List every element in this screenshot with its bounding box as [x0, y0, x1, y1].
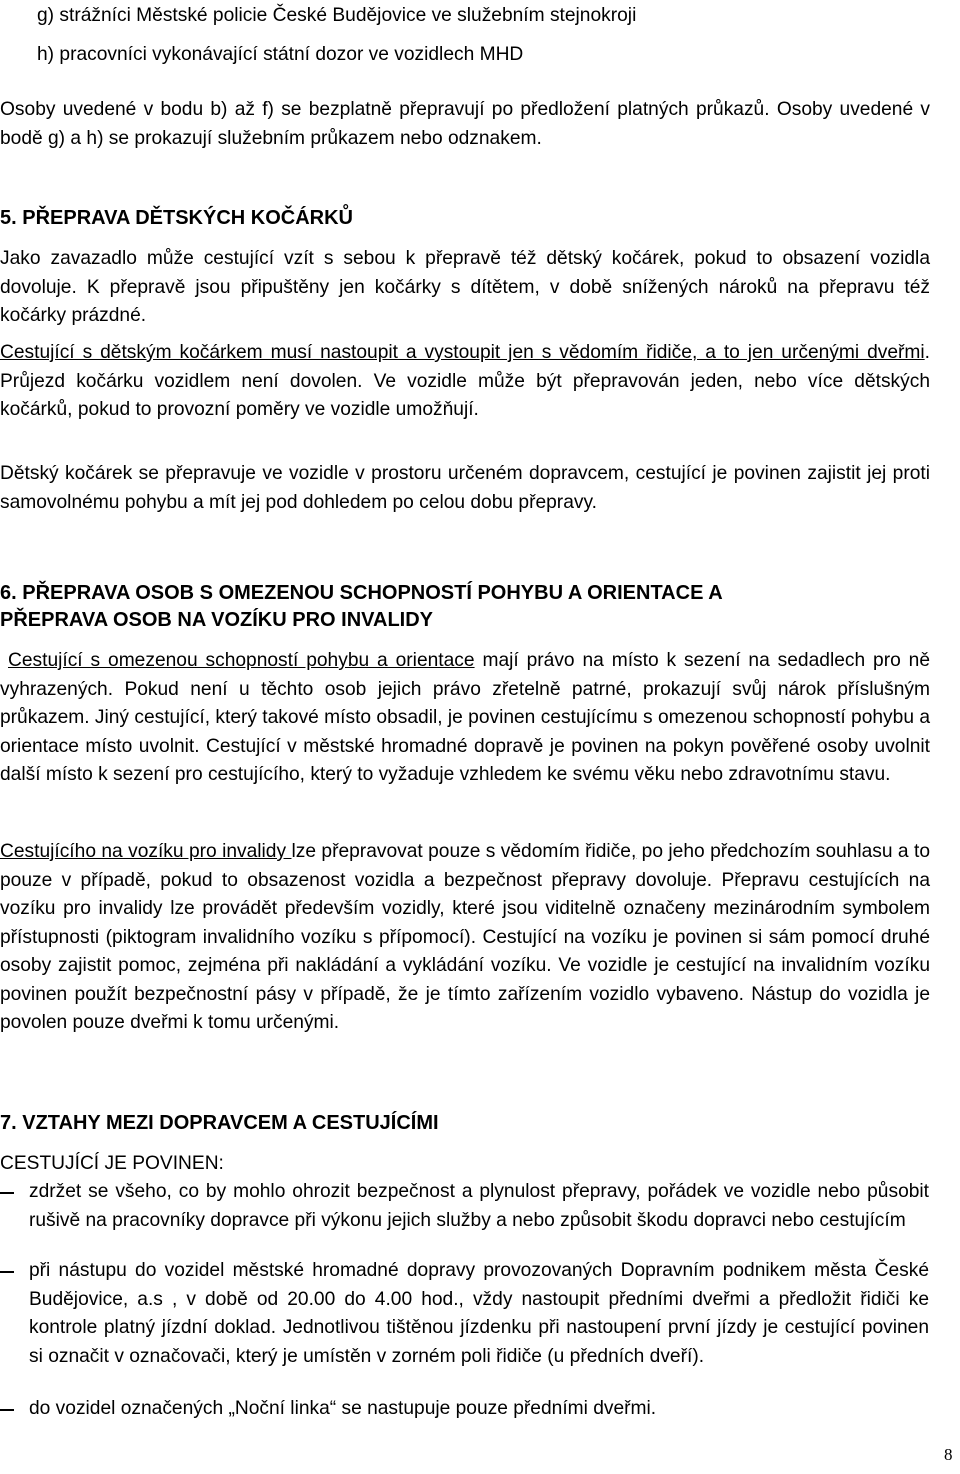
section-6-paragraph-2 [0, 838, 930, 1038]
underlined-comma: , [630, 841, 637, 862]
bullet-text: do vozidel označených „Noční linka“ se nastupuje pouze předními dveřmi. [29, 1398, 657, 1419]
bullet-text: zdržet se všeho, co by mohlo ohrozit bezpečnost a plynulost přepravy, pořádek ve vozidle nebo působit rušivě na pracovníky dopravce při výkonu jejich služby a nebo způsobit škodu dopravci nebo cestujícím [29, 1181, 929, 1231]
list-item-g: g) strážníci Městské policie České Budějovice ve služebním stejnokroji [37, 5, 637, 26]
list-item-h: h) pracovníci vykonávající státní dozor ve vozidlech MHD [37, 44, 524, 65]
section-5-paragraph-1: Jako zavazadlo může cestující vzít s sebou k přepravě též dětský kočárek, pokud to obsazení vozidla dovoluje. K přepravě jsou připuštěny jen kočárky s dítětem, v době snížených nároků na přepravu též kočárky prázdné. [0, 248, 930, 326]
section-6-heading-line-2: PŘEPRAVA OSOB NA VOZÍKU PRO INVALIDY [0, 609, 433, 631]
section-5-paragraph-2 [0, 339, 930, 425]
section-5-heading: 5. PŘEPRAVA DĚTSKÝCH KOČÁRKŮ [0, 207, 353, 229]
section-6-paragraph-1 [0, 647, 930, 790]
section-6-heading-line-1: 6. PŘEPRAVA OSOB S OMEZENOU SCHOPNOSTÍ POHYBU A ORIENTACE A [0, 582, 723, 604]
section-7-heading: 7. VZTAHY MEZI DOPRAVCEM A CESTUJÍCÍMI [0, 1112, 439, 1134]
section-5-paragraph-3: Dětský kočárek se přepravuje ve vozidle v prostoru určeném dopravcem, cestující je povinen zajistit jej proti samovolnému pohybu a mít jej pod dohledem po celou dobu přepravy. [0, 463, 930, 513]
paragraph-text: po jeho předchozím souhlasu a to pouze v případě, pokud to obsazenost vozidla a bezpečnost přepravy dovoluje. Přepravu cestujících na vozíku pro invalidy lze provádět především vozidly, které jsou viditelně označeny mezinárodním symbolem přístupnosti (piktogram invalidního vozíku s přípomocí). Cestující na vozíku je povinen si sám pomocí druhé osoby zajistit pomoc, zejména při nakládání a vykládání vozíku. Ve vozidle je cestující na invalidním vozíku povinen použít bezpečnostní pásy v případě, že je tímto zařízením vozidlo vybaveno. Nástup do vozidla je povolen pouze dveřmi k tomu určenými. [0, 841, 930, 1033]
paragraph-text: . Průjezd kočárku vozidlem není dovolen. Ve vozidle může být přepravován jeden, nebo více dětských kočárků, pokud to provozní poměry ve vozidle umožňují. [0, 342, 930, 420]
dash-bullet-icon [0, 1409, 14, 1411]
paragraph-text: lze přepravovat pouze s vědomím řidiče [291, 841, 631, 862]
dash-bullet-icon [0, 1192, 14, 1194]
dash-bullet-icon [0, 1271, 14, 1273]
paragraph-free-transport: Osoby uvedené v bodu b) až f) se bezplatně přepravují po předložení platných průkazů. Osoby uvedené v bodě g) a h) se prokazují služebním průkazem nebo odznakem. [0, 99, 930, 149]
page-number: 8 [944, 1445, 953, 1464]
bullet-text: při nástupu do vozidel městské hromadné dopravy provozovaných Dopravním podnikem města České Budějovice, a.s , v době od 20.00 do 4.00 hod., vždy nastoupit předními dveřmi a předložit řidiči ke kontrole platný jízdní doklad. Jednotlivou tištěnou jízdenku při nastoupení první jízdy je cestující povinen si označit v označovači, který je umístěn v zorném poli řidiče (u předních dveří). [29, 1260, 929, 1367]
underlined-text: Cestující s omezenou schopností pohybu a orientace [8, 650, 475, 671]
underlined-text: Cestující s dětským kočárkem musí nastoupit a vystoupit jen s vědomím řidiče, a to jen určenými dveřmi [0, 342, 925, 363]
underlined-text: Cestujícího na vozíku pro invalidy [0, 841, 292, 862]
section-7-subheading: CESTUJÍCÍ JE POVINEN: [0, 1153, 224, 1174]
paragraph-text: mají právo na místo k sezení na sedadlech pro ně vyhrazených. Pokud není u těchto osob jejich právo zřetelně patrné, prokazují svůj nárok příslušným průkazem. Jiný cestující, který takové místo obsadil, je povinen cestujícímu s omezenou schopností pohybu a orientace místo uvolnit. Cestující v městské hromadné dopravě je povinen na pokyn pověřené osoby uvolnit další místo k sezení pro cestujícího, který to vyžaduje vzhledem ke svému věku nebo zdravotnímu stavu. [0, 650, 931, 785]
